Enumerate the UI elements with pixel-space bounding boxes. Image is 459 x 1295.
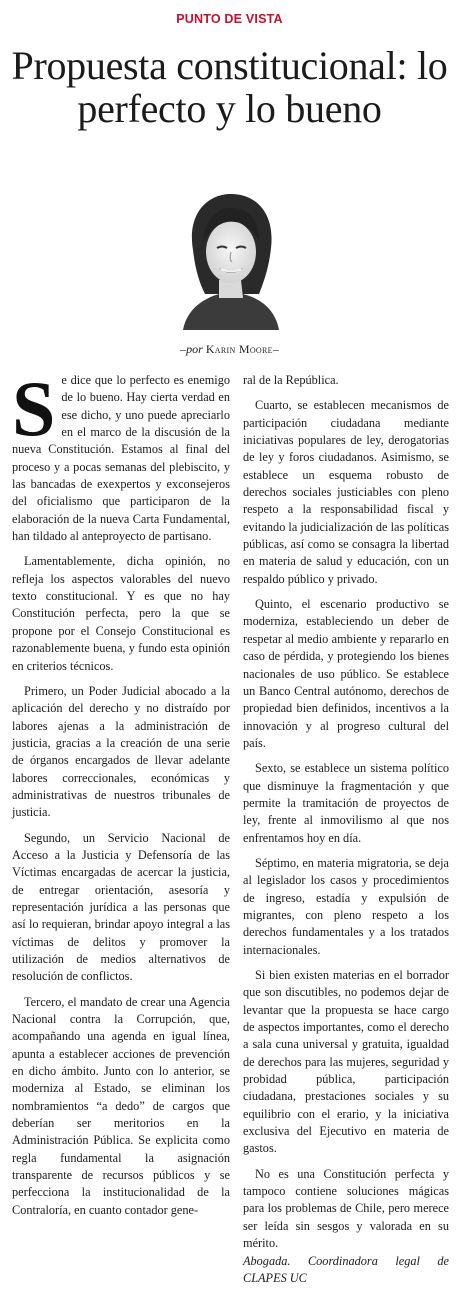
byline-prefix: –por	[180, 342, 203, 356]
author-name: Karin Moore	[205, 342, 273, 356]
paragraph: Séptimo, en materia migratoria, se deja al legislador los casos y procedimientos de ingreso, estadía y expulsión de migrantes, con pleno respeto a los derechos fundamentales y a los tratados internacionales.	[243, 855, 449, 957]
paragraph: Cuarto, se establecen mecanismos de participación ciudadana mediante iniciativas populares de ley, derogatorias de ley y foros ciudadanos. Asimismo, se establece un esquema robusto de derechos sociales justiciables con pleno respeto a la responsabilidad fiscal y evitando la judicialización de las políticas públicas, así como se consagra la libertad en materia de salud y educación, con un respaldo público y privado.	[243, 398, 449, 586]
paragraph: Quinto, el escenario productivo se moderniza, estableciendo un deber de respetar al medio ambiente y repararlo en caso de pérdida, y protegiendo los bienes nacionales de uso público. Se establece un Banco Central autónomo, derechos de propiedad bien definidos, incentivos a la innovación y al progreso cultural del país.	[243, 597, 449, 750]
byline-suffix: –	[272, 342, 279, 356]
drop-cap: S	[12, 365, 56, 452]
paragraph: Primero, un Poder Judicial abocado a la aplicación del derecho y no distraído por labores ajenas a la administración de justicia, gracias a la creación de una serie de órganos encargados de llevar adelante labores correccionales, económicas y administrativas de nuestros tribunales de justicia.	[12, 683, 230, 820]
paragraph: No es una Constitución perfecta y tampoco contiene soluciones mágicas para los problemas de Chile, pero merece ser leída sin sesgos y valorada en su mérito.	[243, 1166, 449, 1251]
article-column-left	[12, 365, 230, 1227]
author-signature: Abogada. Coordinadora legal de CLAPES UC	[243, 1253, 449, 1285]
section-label: PUNTO DE VISTA	[176, 12, 283, 26]
article-column-right	[243, 372, 449, 1295]
author-portrait	[179, 188, 281, 330]
byline	[0, 342, 459, 357]
paragraph: Se dice que lo perfecto es enemigo de lo bueno. Hay cierta verdad en ese dicho, y uno puede apreciarlo en el marco de la discusión de la nueva Constitución. Estamos al final del proceso y a pocas semanas del plebiscito, y las bancadas de exexpertos y exconsejeros del oficialismo que participaron de la elaboración de la nueva Carta Fundamental, han tildado al anteproyecto de partisano.	[12, 365, 230, 544]
headline: Propuesta constitucional: lo perfecto y lo bueno	[11, 43, 448, 131]
paragraph: Si bien existen materias en el borrador que son discutibles, no podemos dejar de levantar que la propuesta se hace cargo de aspectos importantes, como el derecho a sala cuna universal y gratuita, igualdad de derechos para las mujeres, seguridad y probidad pública, participación ciudadana, prestaciones sociales y su equilibrio con el erario, y la iniciativa exclusiva del Ejecutivo en materia de gastos.	[243, 968, 449, 1156]
paragraph: Lamentablemente, dicha opinión, no refleja los aspectos valorables del nuevo texto constitucional. Y es que no hay Constitución perfecta, pero la que se propone por el Consejo Constitucional es razonablemente buena, y fundo esta opinión en criterios técnicos.	[12, 554, 230, 673]
paragraph: Sexto, se establece un sistema político que disminuye la fragmentación y que permite la tramitación de proyectos de ley, frente al inmovilismo al que nos enfrentamos hoy en día.	[243, 761, 449, 845]
paragraph: Tercero, el mandato de crear una Agencia Nacional contra la Corrupción, que, acompañando una agenda en igual línea, apunta a establecer acciones de prevención en dicho ámbito. Junto con lo anterior, se moderniza al Estado, se eliminan los nombramientos “a dedo” de cargos que deberían ser meritorios en la Administración Pública. Se explicita como regla fundamental la asignación transparente de recursos públicos y se perfecciona la institucionalidad de la Contraloría, en cuanto contador gene-	[12, 994, 230, 1217]
paragraph: Segundo, un Servicio Nacional de Acceso a la Justicia y Defensoría de las Víctimas encargadas de acercar la justicia, de entregar orientación, asesoría y representación jurídica a las personas que así lo requieran, brindar apoyo integral a las víctimas de delitos y promover la utilización de medios alternativos de resolución de conflictos.	[12, 830, 230, 984]
paragraph: ral de la República.	[243, 373, 339, 387]
